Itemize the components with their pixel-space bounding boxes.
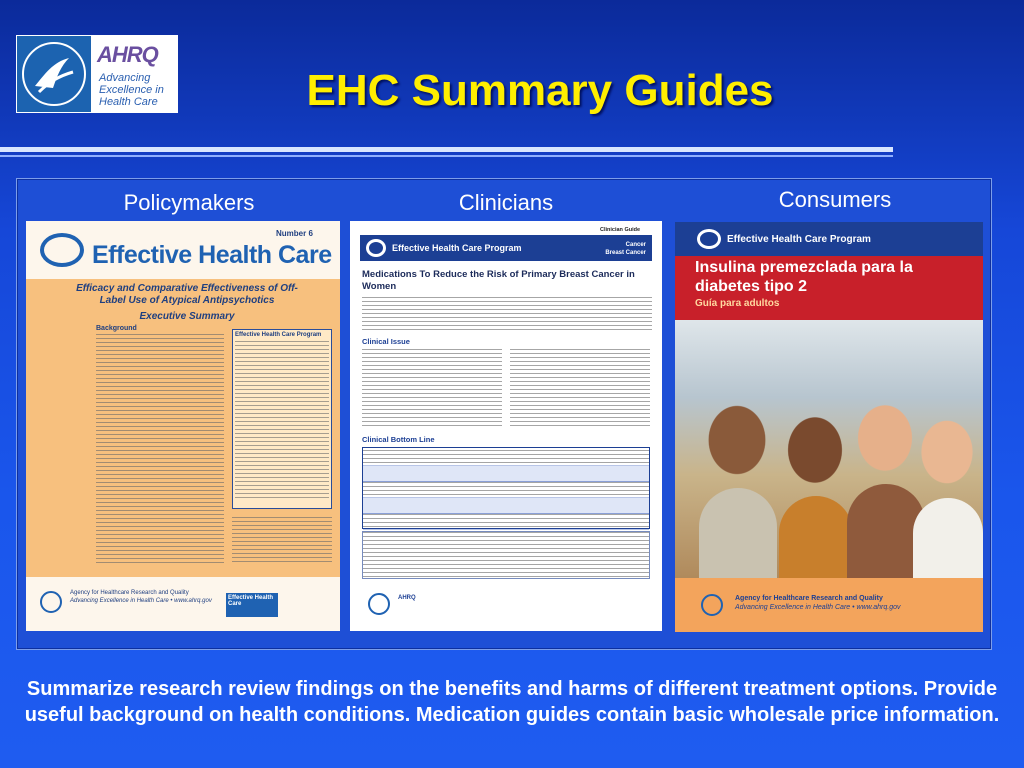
- ahrq-tagline: Advancing Excellence in Health Care: [99, 72, 164, 108]
- label-consumers: Consumers: [778, 187, 892, 212]
- footer-agency: Agency for Healthcare Research and Quality Advancing Excellence in Health Care • www.ahrq.gov: [735, 595, 901, 611]
- footer-agency: AHRQ: [398, 595, 416, 601]
- clinicians-guide-cover[interactable]: [350, 221, 662, 631]
- guide-brand: Effective Health Care: [92, 241, 332, 269]
- ehc-swirl-icon: [40, 233, 84, 267]
- label-policymakers: Policymakers: [123, 190, 255, 215]
- guide-title: Medications To Reduce the Risk of Primary Breast Cancer in Women: [362, 269, 635, 292]
- hhs-seal-icon: [17, 36, 91, 112]
- person-shape: [779, 496, 853, 578]
- guide-sidebar-questions: [232, 517, 332, 563]
- guide-sidebar-box: Effective Health Care Program: [232, 329, 332, 509]
- table-row: [363, 514, 649, 530]
- confidence-box: [362, 531, 650, 579]
- guide-brand: Effective Health Care Program: [392, 243, 522, 253]
- ehc-swirl-icon: [366, 239, 386, 257]
- bottom-line-heading: Clinical Bottom Line: [362, 435, 435, 444]
- title-divider-secondary: [0, 155, 893, 157]
- bottom-line-table: [362, 447, 650, 529]
- guide-header: [360, 235, 652, 261]
- guide-subtitle: Guía para adultos: [695, 298, 780, 309]
- person-shape: [913, 498, 983, 578]
- guide-type: Clinician Guide: [600, 227, 641, 233]
- sidebar-text-lines: [235, 341, 329, 501]
- consumers-guide-cover[interactable]: [675, 222, 983, 632]
- person-shape: [699, 488, 777, 578]
- hhs-seal-icon: [701, 594, 723, 616]
- ahrq-logo: [16, 35, 178, 113]
- guide-header: [675, 222, 983, 256]
- guide-footer: [675, 578, 983, 632]
- family-photo: [675, 320, 983, 578]
- ahrq-wordmark: [93, 36, 177, 112]
- table-row: [363, 498, 649, 514]
- policymakers-guide-cover[interactable]: [26, 221, 340, 631]
- hhs-seal-icon: [40, 591, 62, 613]
- ehc-swirl-icon: [697, 229, 721, 249]
- guide-category: Cancer Breast Cancer: [605, 242, 646, 256]
- hhs-seal-icon: [368, 593, 390, 615]
- issue-text-right: [510, 349, 650, 429]
- intro-text-lines: [362, 297, 652, 331]
- page-title: EHC Summary Guides: [306, 66, 774, 115]
- title-divider: [0, 147, 893, 152]
- summary-text: Summarize research review findings on the benefits and harms of different treatment options. Provide useful background on health conditions. Medication guides contain basic wholesale price information.: [24, 678, 1000, 726]
- footer-badge: Effective Health Care: [226, 593, 278, 617]
- guide-header: [26, 221, 340, 279]
- guide-brand: Effective Health Care Program: [727, 234, 871, 245]
- clinical-issue-heading: Clinical Issue: [362, 337, 410, 346]
- guide-title: Insulina premezclada para la diabetes tipo 2: [695, 259, 913, 295]
- table-row: [363, 482, 649, 498]
- body-text-lines: [96, 334, 224, 564]
- guide-footer: [26, 577, 340, 631]
- guide-number: Number 6: [276, 229, 313, 238]
- footer-agency: Agency for Healthcare Research and Quality Advancing Excellence in Health Care • www.ahrq.gov: [70, 590, 212, 604]
- label-clinicians: Clinicians: [458, 190, 554, 215]
- ahrq-name: AHRQ: [97, 42, 158, 67]
- issue-text-left: [362, 349, 502, 429]
- table-row: [363, 466, 649, 482]
- table-row: [363, 450, 649, 466]
- guide-title: Efficacy and Comparative Effectiveness of Off-Label Use of Atypical Antipsychotics: [76, 283, 298, 306]
- guide-subtitle: Executive Summary: [139, 311, 235, 322]
- guide-body-text: Background: [96, 325, 224, 564]
